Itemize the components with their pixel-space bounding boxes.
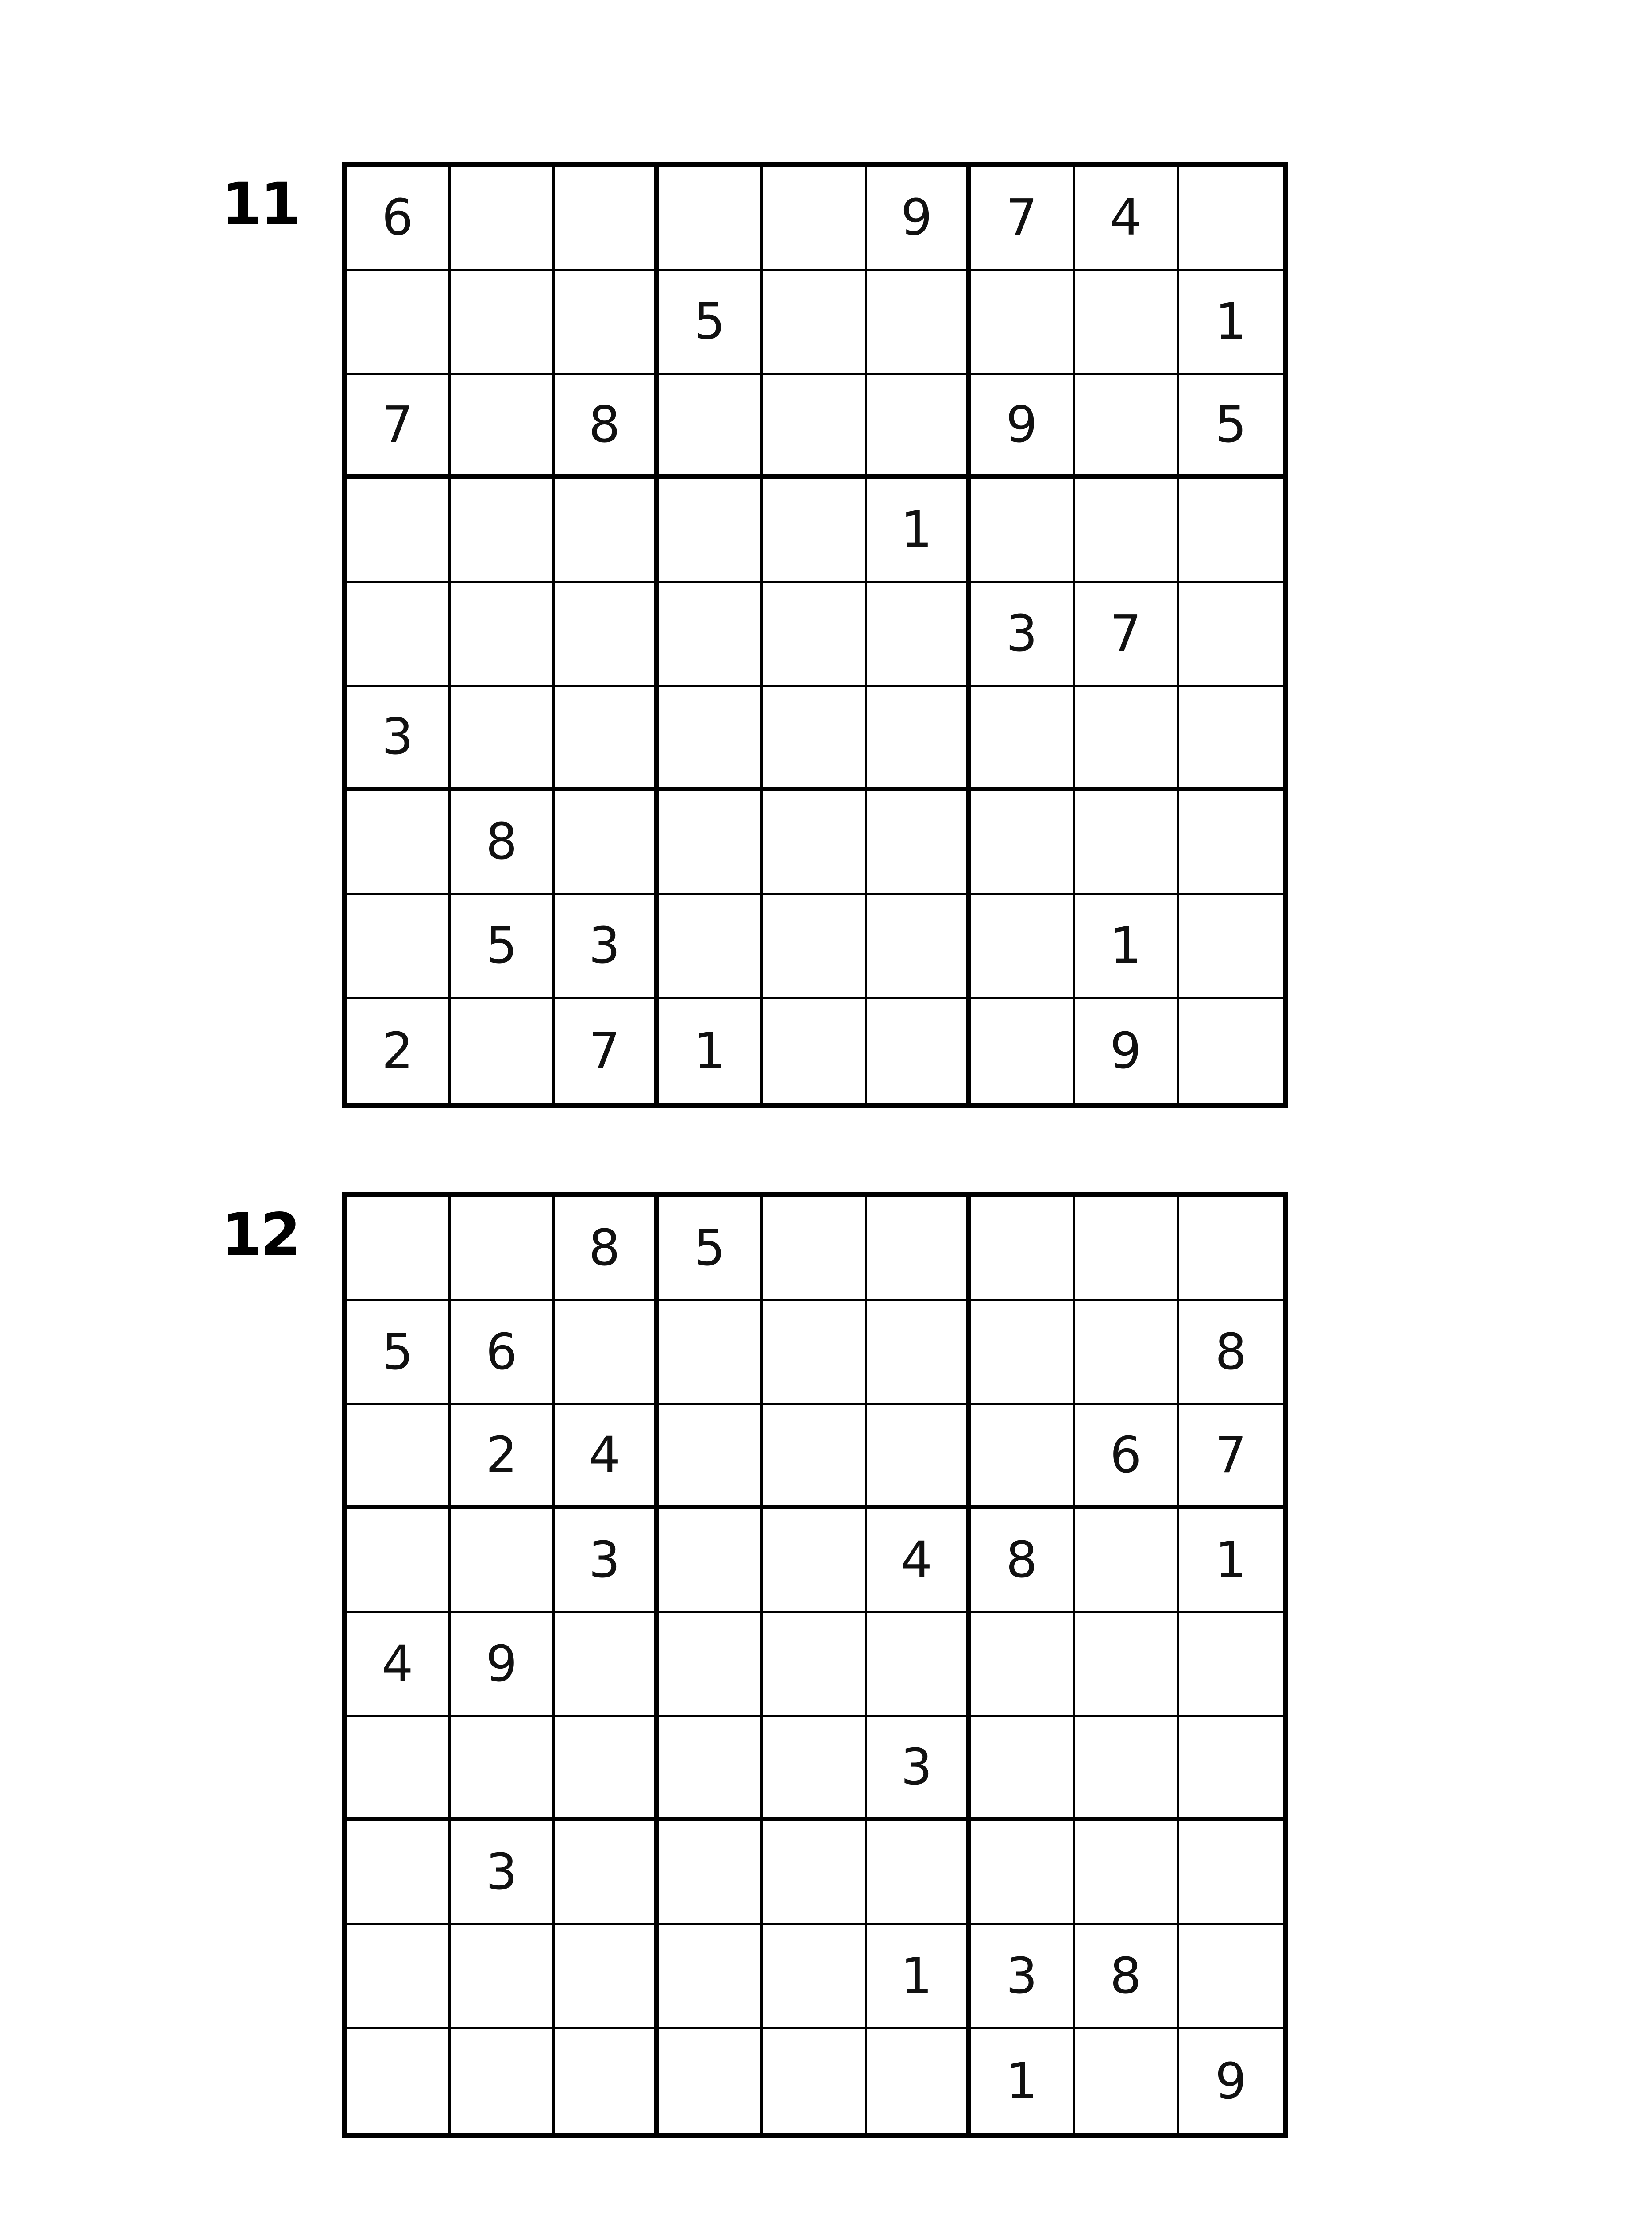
sudoku-cell-r6-c3[interactable] bbox=[555, 687, 659, 791]
sudoku-cell-r1-c7[interactable]: 7 bbox=[971, 167, 1075, 271]
sudoku-cell-r2-c8[interactable] bbox=[1075, 1301, 1179, 1405]
sudoku-cell-r9-c3[interactable] bbox=[555, 2029, 659, 2133]
sudoku-cell-r4-c2[interactable] bbox=[451, 479, 555, 583]
sudoku-cell-r7-c7[interactable] bbox=[971, 1821, 1075, 1925]
sudoku-cell-r2-c7[interactable] bbox=[971, 271, 1075, 375]
sudoku-cell-r8-c1[interactable] bbox=[347, 895, 451, 999]
sudoku-cell-r3-c2[interactable]: 2 bbox=[451, 1405, 555, 1509]
sudoku-cell-r2-c9[interactable]: 1 bbox=[1179, 271, 1283, 375]
sudoku-cell-r7-c1[interactable] bbox=[347, 1821, 451, 1925]
sudoku-cell-r7-c9[interactable] bbox=[1179, 791, 1283, 895]
sudoku-cell-r7-c5[interactable] bbox=[763, 1821, 867, 1925]
sudoku-cell-r2-c2[interactable] bbox=[451, 271, 555, 375]
sudoku-cell-r5-c9[interactable] bbox=[1179, 583, 1283, 687]
sudoku-cell-r3-c5[interactable] bbox=[763, 1405, 867, 1509]
sudoku-cell-r8-c1[interactable] bbox=[347, 1925, 451, 2029]
sudoku-cell-r9-c4[interactable] bbox=[659, 2029, 763, 2133]
sudoku-cell-r3-c1[interactable]: 7 bbox=[347, 375, 451, 479]
sudoku-cell-r8-c3[interactable]: 3 bbox=[555, 895, 659, 999]
sudoku-cell-r1-c4[interactable] bbox=[659, 167, 763, 271]
sudoku-cell-r1-c9[interactable] bbox=[1179, 167, 1283, 271]
sudoku-cell-r4-c9[interactable]: 1 bbox=[1179, 1509, 1283, 1613]
sudoku-cell-r6-c9[interactable] bbox=[1179, 687, 1283, 791]
sudoku-cell-r3-c7[interactable]: 9 bbox=[971, 375, 1075, 479]
sudoku-cell-r9-c8[interactable]: 9 bbox=[1075, 999, 1179, 1103]
sudoku-cell-r9-c9[interactable]: 9 bbox=[1215, 2052, 1247, 2110]
sudoku-cell-r3-c5[interactable] bbox=[763, 375, 867, 479]
sudoku-cell-r1-c1[interactable] bbox=[347, 1197, 451, 1301]
sudoku-cell-r4-c5[interactable] bbox=[763, 479, 867, 583]
sudoku-cell-r6-c8[interactable] bbox=[1075, 1717, 1179, 1821]
sudoku-cell-r9-c1[interactable] bbox=[347, 2029, 451, 2133]
sudoku-cell-r4-c9[interactable] bbox=[1179, 479, 1283, 583]
sudoku-cell-r5-c6[interactable] bbox=[867, 1613, 971, 1717]
sudoku-cell-r7-c6[interactable] bbox=[867, 1821, 971, 1925]
sudoku-cell-r2-c6[interactable] bbox=[867, 271, 971, 375]
sudoku-cell-r4-c1[interactable] bbox=[347, 479, 451, 583]
sudoku-cell-r8-c8[interactable]: 8 bbox=[1075, 1925, 1179, 2029]
sudoku-cell-r1-c8[interactable] bbox=[1075, 1197, 1179, 1301]
sudoku-cell-r1-c4[interactable]: 5 bbox=[659, 1197, 763, 1301]
sudoku-cell-r3-c8[interactable] bbox=[1075, 375, 1179, 479]
sudoku-cell-r4-c1[interactable] bbox=[347, 1509, 451, 1613]
sudoku-cell-r5-c1[interactable] bbox=[347, 583, 451, 687]
sudoku-cell-r1-c7[interactable] bbox=[971, 1197, 1075, 1301]
sudoku-cell-r6-c5[interactable] bbox=[763, 687, 867, 791]
sudoku-cell-r1-c5[interactable] bbox=[763, 1197, 867, 1301]
sudoku-cell-r3-c4[interactable] bbox=[659, 375, 763, 479]
sudoku-cell-r1-c6[interactable] bbox=[867, 1197, 971, 1301]
sudoku-cell-r6-c7[interactable] bbox=[971, 687, 1075, 791]
sudoku-cell-r5-c4[interactable] bbox=[659, 583, 763, 687]
sudoku-cell-r8-c5[interactable] bbox=[763, 895, 867, 999]
sudoku-cell-r5-c6[interactable] bbox=[867, 583, 971, 687]
sudoku-cell-r1-c2[interactable] bbox=[451, 167, 555, 271]
sudoku-cell-r3-c2[interactable] bbox=[451, 375, 555, 479]
sudoku-cell-r7-c9[interactable] bbox=[1179, 1821, 1283, 1925]
sudoku-cell-r9-c3[interactable]: 7 bbox=[555, 999, 659, 1103]
sudoku-cell-r5-c9[interactable] bbox=[1179, 1613, 1283, 1717]
sudoku-cell-r2-c4[interactable]: 5 bbox=[659, 271, 763, 375]
sudoku-cell-r9-c5[interactable] bbox=[763, 2029, 867, 2133]
sudoku-grid bbox=[342, 162, 1288, 1108]
sudoku-cell-r6-c1[interactable] bbox=[347, 1717, 451, 1821]
sudoku-cell-r9-c2[interactable] bbox=[451, 999, 555, 1103]
sudoku-cell-r8-c2[interactable]: 5 bbox=[451, 895, 555, 999]
sudoku-cell-r1-c1[interactable]: 6 bbox=[347, 167, 451, 271]
sudoku-cell-r7-c2[interactable]: 8 bbox=[451, 791, 555, 895]
sudoku-cell-r4-c4[interactable] bbox=[659, 1509, 763, 1613]
sudoku-cell-r3-c8[interactable]: 6 bbox=[1075, 1405, 1179, 1509]
sudoku-cell-r8-c6[interactable] bbox=[867, 895, 971, 999]
sudoku-cell-r3-c3[interactable]: 4 bbox=[555, 1405, 659, 1509]
sudoku-cell-r8-c8[interactable]: 1 bbox=[1075, 895, 1179, 999]
sudoku-cell-r8-c9[interactable] bbox=[1179, 1925, 1283, 2029]
sudoku-cell-r9-c6[interactable] bbox=[867, 2029, 971, 2133]
sudoku-cell-r2-c1[interactable] bbox=[347, 271, 451, 375]
sudoku-cell-r1-c8[interactable]: 4 bbox=[1075, 167, 1179, 271]
sudoku-cell-r1-c2[interactable] bbox=[451, 1197, 555, 1301]
sudoku-cell-r6-c6[interactable]: 3 bbox=[867, 1717, 971, 1821]
sudoku-cell-r2-c3[interactable] bbox=[555, 1301, 659, 1405]
sudoku-cell-r4-c2[interactable] bbox=[451, 1509, 555, 1613]
sudoku-cell-r9-c8[interactable] bbox=[1075, 2029, 1179, 2133]
sudoku-cell-r4-c7[interactable]: 8 bbox=[971, 1509, 1075, 1613]
sudoku-cell-r7-c1[interactable] bbox=[347, 791, 451, 895]
sudoku-cell-r5-c3[interactable] bbox=[555, 583, 659, 687]
sudoku-cell-r9-c1[interactable]: 2 bbox=[347, 999, 451, 1103]
sudoku-cell-r6-c4[interactable] bbox=[659, 1717, 763, 1821]
sudoku-cell-r7-c2[interactable]: 3 bbox=[451, 1821, 555, 1925]
sudoku-cell-r3-c4[interactable] bbox=[659, 1405, 763, 1509]
sudoku-cell-r3-c9[interactable]: 7 bbox=[1179, 1405, 1283, 1509]
sudoku-cell-r8-c7[interactable]: 3 bbox=[971, 1925, 1075, 2029]
sudoku-cell-r4-c8[interactable] bbox=[1075, 479, 1179, 583]
sudoku-cell-r7-c3[interactable] bbox=[555, 791, 659, 895]
sudoku-cell-r9-c7[interactable]: 1 bbox=[971, 2029, 1075, 2133]
sudoku-cell-r7-c4[interactable] bbox=[659, 1821, 763, 1925]
sudoku-cell-r8-c7[interactable] bbox=[971, 895, 1075, 999]
sudoku-cell-r6-c2[interactable] bbox=[451, 1717, 555, 1821]
sudoku-cell-r1-c5[interactable] bbox=[763, 167, 867, 271]
sudoku-cell-r5-c2[interactable]: 9 bbox=[451, 1613, 555, 1717]
sudoku-cell-r3-c6[interactable] bbox=[867, 1405, 971, 1509]
sudoku-cell-r5-c8[interactable] bbox=[1075, 1613, 1179, 1717]
sudoku-cell-r1-c9[interactable] bbox=[1179, 1197, 1283, 1301]
puzzle-number: 12 bbox=[221, 1201, 299, 1269]
sudoku-cell-r5-c3[interactable] bbox=[555, 1613, 659, 1717]
sudoku-cell-r2-c2[interactable]: 6 bbox=[451, 1301, 555, 1405]
sudoku-cell-r7-c4[interactable] bbox=[659, 791, 763, 895]
sudoku-cell-r9-c7[interactable] bbox=[971, 999, 1075, 1103]
sudoku-cell-r5-c4[interactable] bbox=[659, 1613, 763, 1717]
sudoku-cell-r9-c9[interactable] bbox=[1179, 999, 1283, 1103]
sudoku-cell-r7-c3[interactable] bbox=[555, 1821, 659, 1925]
sudoku-cell-r4-c6[interactable]: 4 bbox=[867, 1509, 971, 1613]
sudoku-cell-r6-c1[interactable]: 3 bbox=[347, 687, 451, 791]
sudoku-cell-r1-c6[interactable]: 9 bbox=[867, 167, 971, 271]
sudoku-cell-r2-c9[interactable]: 8 bbox=[1179, 1301, 1283, 1405]
sudoku-cell-r5-c7[interactable]: 3 bbox=[971, 583, 1075, 687]
sudoku-cell-r7-c5[interactable] bbox=[763, 791, 867, 895]
sudoku-cell-r7-c7[interactable] bbox=[971, 791, 1075, 895]
sudoku-cell-r3-c1[interactable] bbox=[347, 1405, 451, 1509]
sudoku-cell-r2-c1[interactable]: 5 bbox=[347, 1301, 451, 1405]
sudoku-cell-r7-c6[interactable] bbox=[867, 791, 971, 895]
sudoku-cell-r4-c4[interactable] bbox=[659, 479, 763, 583]
puzzle-number: 11 bbox=[221, 170, 299, 239]
sudoku-cell-r3-c6[interactable] bbox=[867, 375, 971, 479]
sudoku-cell-r2-c5[interactable] bbox=[763, 271, 867, 375]
sudoku-cell-r8-c4[interactable] bbox=[659, 895, 763, 999]
sudoku-cell-r5-c2[interactable] bbox=[451, 583, 555, 687]
sudoku-cell-r8-c3[interactable] bbox=[555, 1925, 659, 2029]
sudoku-cell-r4-c5[interactable] bbox=[763, 1509, 867, 1613]
sudoku-cell-r4-c7[interactable] bbox=[971, 479, 1075, 583]
sudoku-cell-r2-c4[interactable] bbox=[659, 1301, 763, 1405]
sudoku-cell-r3-c9[interactable]: 5 bbox=[1179, 375, 1283, 479]
sudoku-cell-r7-c8[interactable] bbox=[1075, 791, 1179, 895]
sudoku-cell-r6-c9[interactable] bbox=[1179, 1717, 1283, 1821]
sudoku-cell-r2-c6[interactable] bbox=[867, 1301, 971, 1405]
sudoku-cell-r8-c5[interactable] bbox=[763, 1925, 867, 2029]
sudoku-cell-r5-c8[interactable]: 7 bbox=[1075, 583, 1179, 687]
sudoku-cell-r9-c2[interactable] bbox=[451, 2029, 555, 2133]
sudoku-cell-r4-c8[interactable] bbox=[1075, 1509, 1179, 1613]
sudoku-cell-r2-c8[interactable] bbox=[1075, 271, 1179, 375]
sudoku-cell-r2-c3[interactable] bbox=[555, 271, 659, 375]
sudoku-cell-r6-c2[interactable] bbox=[451, 687, 555, 791]
sudoku-cell-r6-c8[interactable] bbox=[1075, 687, 1179, 791]
sudoku-cell-r6-c7[interactable] bbox=[971, 1717, 1075, 1821]
sudoku-cell-r3-c7[interactable] bbox=[971, 1405, 1075, 1509]
sudoku-cell-r6-c3[interactable] bbox=[555, 1717, 659, 1821]
sudoku-cell-r9-c4[interactable]: 1 bbox=[659, 999, 763, 1103]
sudoku-cell-r6-c5[interactable] bbox=[763, 1717, 867, 1821]
sudoku-cell-r4-c6[interactable]: 1 bbox=[867, 479, 971, 583]
sudoku-cell-r8-c6[interactable]: 1 bbox=[867, 1925, 971, 2029]
sudoku-cell-r2-c7[interactable] bbox=[971, 1301, 1075, 1405]
sudoku-cell-r8-c2[interactable] bbox=[451, 1925, 555, 2029]
sudoku-cell-r7-c8[interactable] bbox=[1075, 1821, 1179, 1925]
sudoku-cell-r9-c5[interactable] bbox=[763, 999, 867, 1103]
sudoku-cell-r3-c3[interactable]: 8 bbox=[555, 375, 659, 479]
sudoku-cell-r1-c3[interactable]: 8 bbox=[555, 1197, 659, 1301]
sudoku-cell-r9-c6[interactable] bbox=[867, 999, 971, 1103]
sudoku-grid bbox=[342, 1192, 1288, 2138]
sudoku-cell-r8-c9[interactable] bbox=[1179, 895, 1283, 999]
sudoku-cell-r6-c4[interactable] bbox=[659, 687, 763, 791]
sudoku-cell-r4-c3[interactable] bbox=[555, 479, 659, 583]
sudoku-cell-r8-c4[interactable] bbox=[659, 1925, 763, 2029]
sudoku-cell-r6-c6[interactable] bbox=[867, 687, 971, 791]
sudoku-cell-r5-c7[interactable] bbox=[971, 1613, 1075, 1717]
sudoku-cell-r4-c3[interactable]: 3 bbox=[555, 1509, 659, 1613]
sudoku-cell-r1-c3[interactable] bbox=[555, 167, 659, 271]
sudoku-cell-r2-c5[interactable] bbox=[763, 1301, 867, 1405]
sudoku-cell-r5-c5[interactable] bbox=[763, 1613, 867, 1717]
sudoku-cell-r5-c1[interactable]: 4 bbox=[347, 1613, 451, 1717]
sudoku-cell-r5-c5[interactable] bbox=[763, 583, 867, 687]
